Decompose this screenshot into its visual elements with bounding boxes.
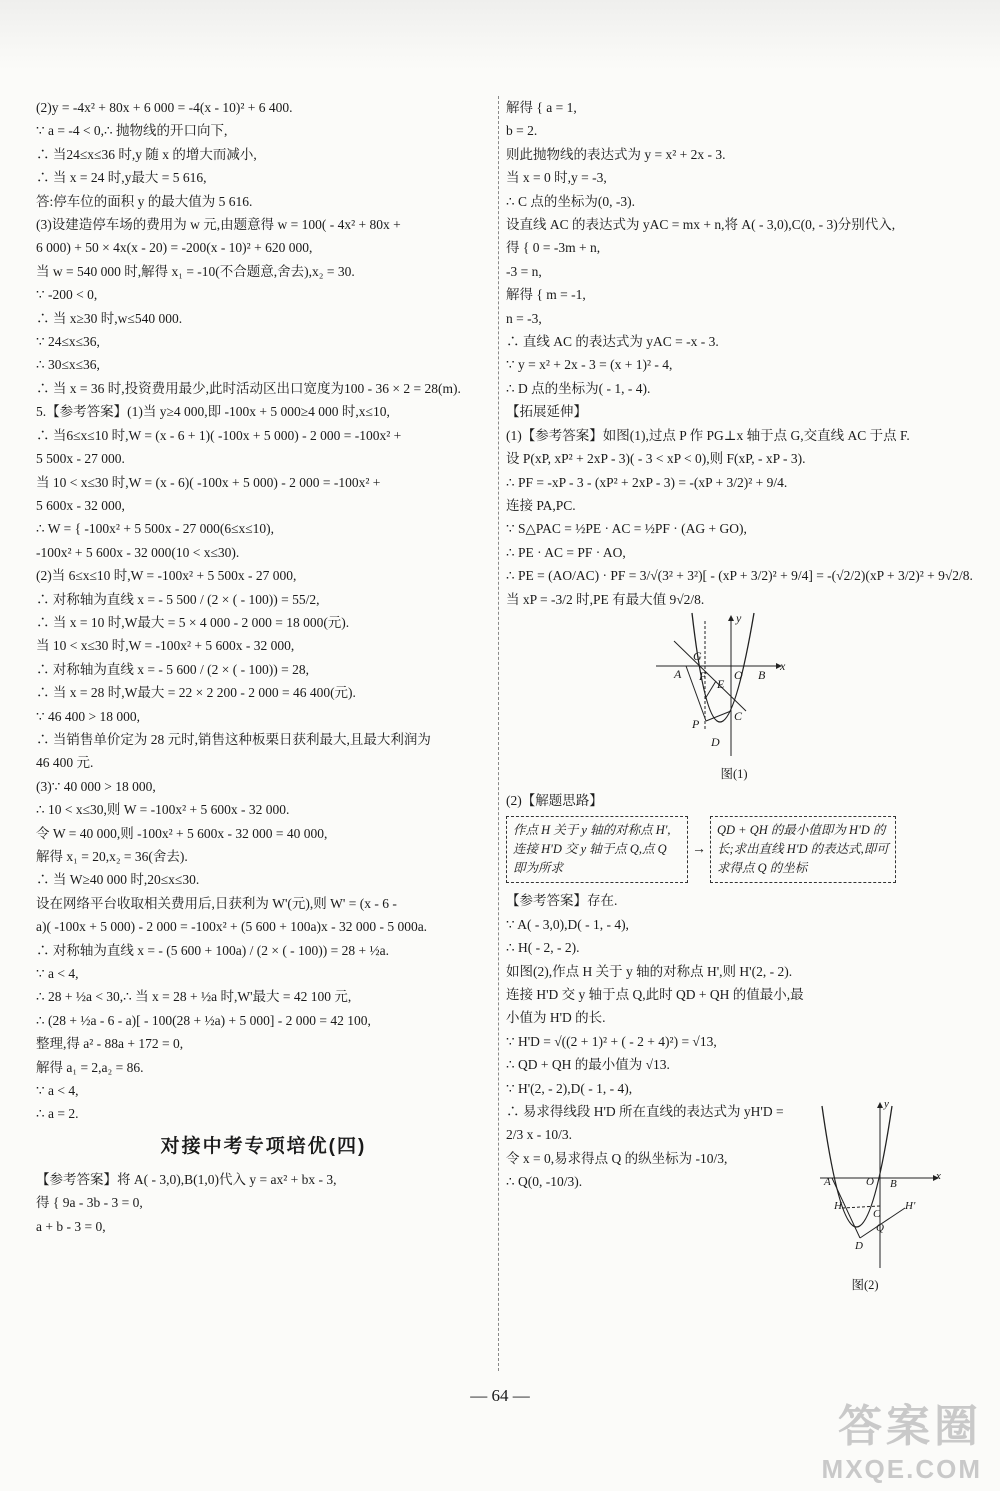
right-text-line: 连接 PA,PC. — [506, 497, 576, 513]
left-text-line: ∴ 当 x = 24 时,y最大 = 5 616, — [36, 170, 207, 186]
left-text-line: ∴ a = 2. — [36, 1106, 79, 1122]
page-number: — 64 — — [470, 1386, 530, 1405]
fig1-label-y: y — [736, 610, 742, 625]
right-text-line: ∴ PF = -xP - 3 - (xP² + 2xP - 3) = -(xP + 3/2)² + 9/4. — [506, 474, 788, 490]
figure-1-graph — [506, 611, 962, 761]
solution-idea-step-2: QD + QH 的最小值即为 H'D 的长;求出直线 H'D 的表达式,即可求得点 Q 的坐标 — [710, 816, 896, 883]
left-text-line: ∴ 对称轴为直线 x = - 5 500 / (2 × ( - 100)) = 55/2, — [36, 591, 320, 607]
fig2-label-C: C — [873, 1208, 881, 1220]
right-text-line: 设直线 AC 的表达式为 yAC = mx + n,将 A( - 3,0),C(0, - 3)分别代入, — [506, 217, 896, 233]
left-text-line: 答:停车位的面积 y 的最大值为 5 616. — [36, 193, 253, 209]
fig2-label-A: A — [824, 1176, 831, 1188]
fig1-label-x: x — [780, 658, 786, 673]
left-text-line: 设在网络平台收取相关费用后,日获利为 W'(元),则 W' = (x - 6 - — [36, 895, 397, 911]
left-text-line: a)( -100x + 5 000) - 2 000 = -100x² + (5 600 + 100a)x - 32 000 - 5 000a. — [36, 919, 428, 935]
right-text-line: ∴ 易求得线段 H'D 所在直线的表达式为 yH'D = — [506, 1104, 784, 1119]
right-text-line: ∴ 直线 AC 的表达式为 yAC = -x - 3. — [506, 334, 719, 350]
right-text-line: ∴ PE · AC = PF · AO, — [506, 544, 626, 560]
fig2-label-D: D — [855, 1240, 863, 1252]
fig1-label-B: B — [758, 667, 766, 682]
left-text-line: ∴ 10 < x≤30,则 W = -100x² + 5 600x - 32 000. — [36, 802, 290, 818]
right-text-line: (2)【解题思路】 — [506, 792, 603, 808]
left-text-line: ∴ (28 + ½a - 6 - a)[ - 100(28 + ½a) + 5 000] - 2 000 = 42 100, — [36, 1012, 371, 1028]
section-title: 对接中考专项培优(四) — [160, 1135, 367, 1157]
left-text-line: ∵ 46 400 > 18 000, — [36, 708, 140, 724]
right-text-line: ∴ C 点的坐标为(0, -3). — [506, 193, 635, 209]
left-text-line: 46 400 元. — [36, 755, 94, 771]
fig1-label-D: D — [711, 734, 720, 749]
right-text-line: 当 xP = -3/2 时,PE 有最大值 9√2/8. — [506, 591, 705, 607]
fig2-label-H: H — [834, 1200, 842, 1212]
left-text-line: 解得 a₁ = 2,a₂ = 86. — [36, 1059, 144, 1075]
solution-idea-flow — [506, 816, 962, 883]
right-text-line: ∵ y = x² + 2x - 3 = (x + 1)² - 4, — [506, 357, 673, 373]
right-text-line: 则此抛物线的表达式为 y = x² + 2x - 3. — [506, 146, 726, 162]
left-text-line: ∴ 对称轴为直线 x = - 5 600 / (2 × ( - 100)) = 28, — [36, 661, 309, 677]
left-text-line: ∴ 当 x≥30 时,w≤540 000. — [36, 310, 183, 326]
fig2-label-O: O — [866, 1176, 874, 1188]
left-text-line: 5.【参考答案】(1)当 y≥4 000,即 -100x + 5 000≥4 000 时,x≤10, — [36, 404, 390, 420]
right-text-line: ∴ Q(0, -10/3). — [506, 1174, 583, 1190]
right-text-line: ∵ H'(2, - 2),D( - 1, - 4), — [506, 1080, 633, 1096]
right-text-line: ∵ S△PAC = ½PE · AC = ½PF · (AG + GO), — [506, 521, 747, 537]
right-text-line: ∴ D 点的坐标为( - 1, - 4). — [506, 380, 651, 396]
arrow-right-icon: → — [692, 841, 706, 857]
column-divider — [498, 96, 499, 1371]
left-text-line: 【参考答案】将 A( - 3,0),B(1,0)代入 y = ax² + bx - 3, — [36, 1171, 337, 1187]
right-text-line: 解得 { a = 1, — [506, 100, 577, 115]
left-text-line: ∵ a < 4, — [36, 1083, 79, 1099]
right-text-line: 解得 { m = -1, — [506, 287, 586, 303]
left-text-line: 整理,得 a² - 88a + 172 = 0, — [36, 1036, 184, 1052]
left-text-line: ∴ W = { -100x² + 5 500x - 27 000(6≤x≤10), — [36, 521, 275, 537]
figure-2-graph — [810, 1098, 950, 1273]
left-text-line: ∵ 24≤x≤36, — [36, 334, 100, 350]
left-text-line: (3)∵ 40 000 > 18 000, — [36, 778, 156, 794]
right-text-line: 令 x = 0,易求得点 Q 的纵坐标为 -10/3, — [506, 1150, 728, 1166]
left-text-line: (3)设建造停车场的费用为 w 元,由题意得 w = 100( - 4x² + 80x + — [36, 217, 401, 233]
fig2-label-x: x — [936, 1170, 941, 1182]
left-text-line: 当 10 < x≤30 时,W = (x - 6)( -100x + 5 000) - 2 000 = -100x² + — [36, 474, 381, 490]
solution-idea-step-1: 作点 H 关于 y 轴的对称点 H',连接 H'D 交 y 轴于点 Q,点 Q 即为所求 — [506, 816, 688, 883]
right-text-line: ∴ H( - 2, - 2). — [506, 940, 580, 956]
watermark-title: 答案圈 — [838, 1402, 982, 1451]
watermark-url: MXQE.COM — [821, 1454, 982, 1484]
left-text-line: a + b - 3 = 0, — [36, 1218, 106, 1234]
left-text-line: ∵ a < 4, — [36, 966, 79, 982]
left-text-line: 6 000) + 50 × 4x(x - 20) = -200(x - 10)² + 620 000, — [36, 240, 313, 256]
right-text-line: (1)【参考答案】如图(1),过点 P 作 PG⊥x 轴于点 G,交直线 AC 于点 F. — [506, 427, 910, 443]
right-text-line: ∴ PE = (AO/AC) · PF = 3/√(3² + 3²)[ - (xP + 3/2)² + 9/4] = -(√2/2)(xP + 3/2)² + 9√2/8. — [506, 568, 973, 584]
right-text-line: ∴ QD + QH 的最小值为 √13. — [506, 1057, 670, 1073]
fig2-label-y: y — [884, 1098, 889, 1110]
right-text-line: ∵ H'D = √((2 + 1)² + ( - 2 + 4)²) = √13, — [506, 1033, 717, 1049]
right-text-line: -3 = n, — [506, 263, 542, 279]
left-text-line: -100x² + 5 600x - 32 000(10 < x≤30). — [36, 544, 240, 560]
right-column — [506, 96, 973, 1194]
left-text-line: 得 { 9a - 3b - 3 = 0, — [36, 1195, 143, 1211]
fig2-label-Q: Q — [876, 1222, 884, 1234]
left-text-line: 解得 x₁ = 20,x₂ = 36(舍去). — [36, 849, 188, 864]
right-text-line: 小值为 H'D 的长. — [506, 1010, 606, 1026]
right-text-line: 设 P(xP, xP² + 2xP - 3)( - 3 < xP < 0),则 F(xP, - xP - 3). — [506, 451, 806, 467]
fig1-label-F: F — [699, 668, 707, 683]
left-text-line: 当 w = 540 000 时,解得 x₁ = -10(不合题意,舍去),x₂ = 30. — [36, 263, 355, 279]
page-top-shadow — [0, 0, 1000, 70]
left-text-line: ∴ 28 + ½a < 30,∴ 当 x = 28 + ½a 时,W'最大 = 42 100 元, — [36, 989, 352, 1005]
right-text-line: 连接 H'D 交 y 轴于点 Q,此时 QD + QH 的值最小,最 — [506, 986, 804, 1002]
right-text-line: ∵ A( - 3,0),D( - 1, - 4), — [506, 916, 629, 932]
left-text-line: 5 500x - 27 000. — [36, 451, 125, 467]
left-text-line: 当 10 < x≤30 时,W = -100x² + 5 600x - 32 000, — [36, 638, 295, 654]
fig1-label-O: O — [734, 667, 743, 682]
left-text-line: ∴ 当 x = 10 时,W最大 = 5 × 4 000 - 2 000 = 18 000(元). — [36, 614, 350, 630]
right-text-line: b = 2. — [506, 123, 538, 139]
fig1-label-E: E — [717, 676, 725, 691]
fig2-label-H-prime: H' — [905, 1200, 916, 1212]
figure-1 — [506, 611, 962, 789]
left-text-line: ∵ -200 < 0, — [36, 287, 98, 303]
left-text-line: 5 600x - 32 000, — [36, 497, 125, 513]
right-text-line: 【参考答案】存在. — [506, 893, 618, 909]
left-text-line: ∴ 当6≤x≤10 时,W = (x - 6 + 1)( -100x + 5 000) - 2 000 = -100x² + — [36, 427, 402, 443]
right-text-line: n = -3, — [506, 310, 542, 326]
fig2-label-B: B — [890, 1178, 897, 1190]
fig1-label-C: C — [734, 708, 743, 723]
left-text-line: (2)y = -4x² + 80x + 6 000 = -4(x - 10)² + 6 400. — [36, 100, 293, 115]
left-text-line: ∴ 当 x = 28 时,W最大 = 22 × 2 200 - 2 000 = 46 400(元). — [36, 685, 356, 701]
left-text-line: ∴ 当销售单价定为 28 元时,销售这种板栗日获利最大,且最大利润为 — [36, 731, 431, 747]
right-text-line: 得 { 0 = -3m + n, — [506, 240, 601, 256]
left-text-line: 令 W = 40 000,则 -100x² + 5 600x - 32 000 = 40 000, — [36, 825, 328, 841]
left-text-line: (2)当 6≤x≤10 时,W = -100x² + 5 500x - 27 000, — [36, 568, 297, 584]
figure-2-caption: 图(2) — [851, 1278, 879, 1292]
figure-2 — [810, 1098, 950, 1298]
left-text-line: ∴ 30≤x≤36, — [36, 357, 100, 373]
left-column — [36, 96, 491, 1238]
fig1-label-G: G — [693, 648, 702, 663]
left-text-line: ∴ 当 x = 36 时,投资费用最少,此时活动区出口宽度为100 - 36 × 2 = 28(m). — [36, 380, 461, 396]
figure-1-caption: 图(1) — [720, 766, 748, 781]
left-text-line: ∴ 当 W≥40 000 时,20≤x≤30. — [36, 872, 200, 888]
left-text-line: ∵ a = -4 < 0,∴ 抛物线的开口向下, — [36, 123, 228, 139]
watermark — [822, 1390, 982, 1485]
fig1-label-P: P — [692, 716, 700, 731]
right-text-line: 如图(2),作点 H 关于 y 轴的对称点 H',则 H'(2, - 2). — [506, 963, 793, 979]
right-text-line: 当 x = 0 时,y = -3, — [506, 170, 607, 186]
left-text-line: ∴ 对称轴为直线 x = - (5 600 + 100a) / (2 × ( - 100)) = 28 + ½a. — [36, 942, 390, 958]
left-text-line: ∴ 当24≤x≤36 时,y 随 x 的增大而减小, — [36, 146, 257, 162]
right-text-line: 2/3 x - 10/3. — [506, 1127, 572, 1143]
fig1-label-A: A — [674, 666, 682, 681]
right-text-line: 【拓展延伸】 — [506, 404, 587, 420]
